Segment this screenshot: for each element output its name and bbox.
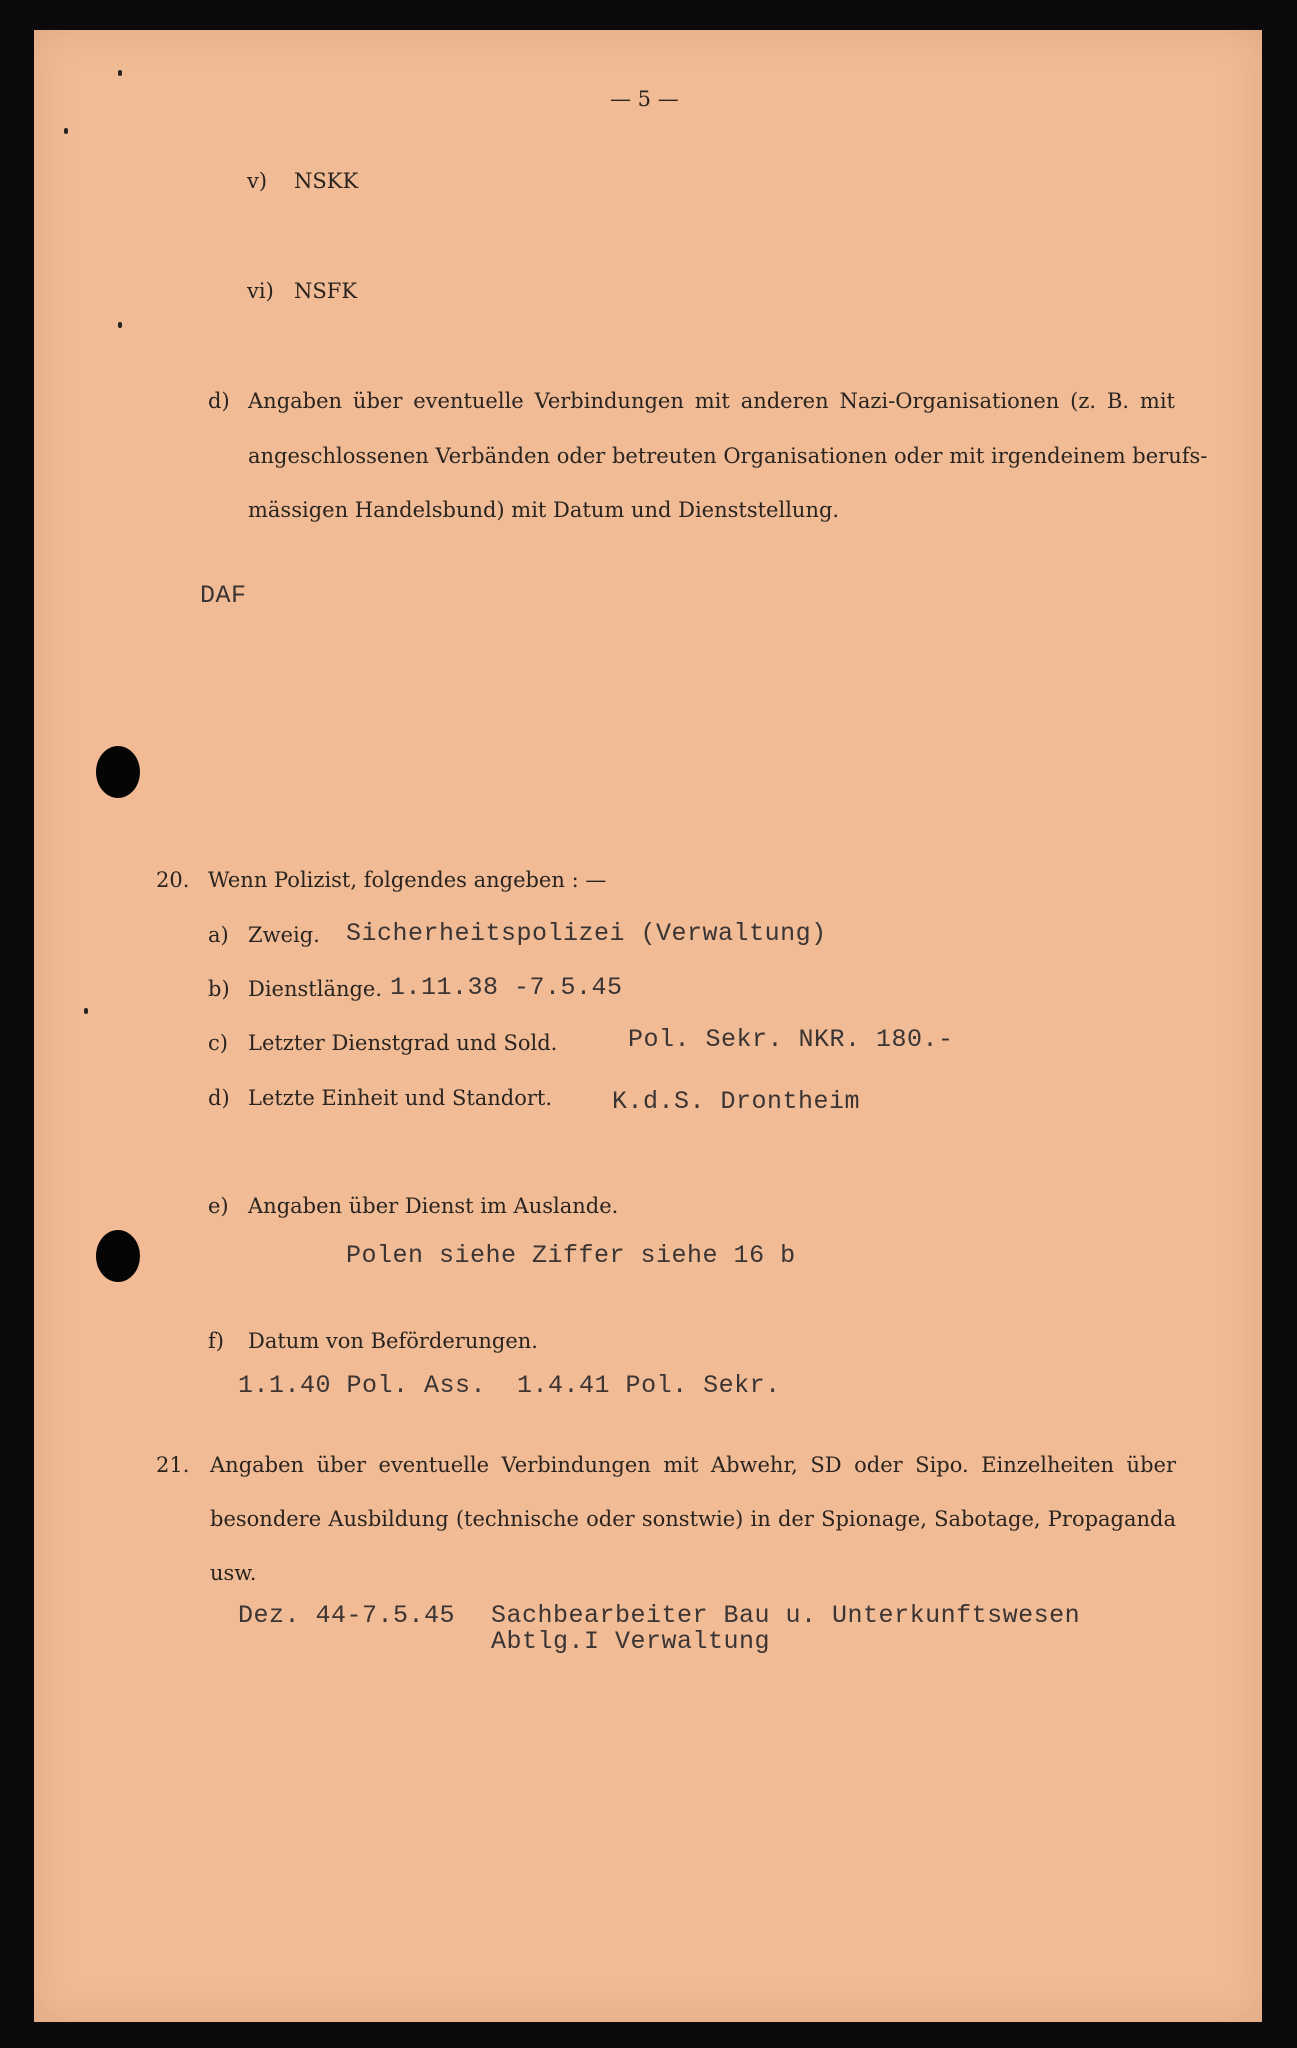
item-vi-label: NSFK — [294, 279, 358, 303]
section-20-number: 20. — [156, 868, 190, 892]
item-d-line-3: mässigen Handelsbund) mit Datum und Dienststellung. — [248, 498, 840, 522]
speck-mark — [64, 128, 68, 134]
section-20-a-label: Zweig. — [248, 923, 320, 947]
section-20-c-marker: c) — [208, 1031, 228, 1055]
section-20-f-answer: 1.1.40 Pol. Ass. 1.4.41 Pol. Sekr. — [238, 1371, 781, 1400]
item-v-label: NSKK — [294, 169, 359, 193]
section-20-c-label: Letzter Dienstgrad und Sold. — [248, 1031, 558, 1055]
section-21-answer-line-1: Sachbearbeiter Bau u. Unterkunftswesen — [491, 1601, 1081, 1630]
section-21-line-3: usw. — [210, 1561, 257, 1585]
section-20-e-label: Angaben über Dienst im Auslande. — [248, 1194, 619, 1218]
speck-mark — [118, 322, 122, 328]
item-v-marker: v) — [247, 169, 268, 193]
item-d-line-1: Angaben über eventuelle Verbindungen mit anderen Nazi-Organisationen (z. B. mit — [248, 389, 1175, 413]
section-20-b-answer: 1.11.38 -7.5.45 — [390, 973, 623, 1002]
section-21-number: 21. — [156, 1453, 190, 1477]
section-20-d-answer: K.d.S. Drontheim — [612, 1087, 861, 1116]
section-20-c-answer: Pol. Sekr. NKR. 180.- — [628, 1025, 954, 1054]
punch-hole-lower — [96, 1230, 140, 1282]
speck-mark — [118, 70, 122, 76]
section-20-d-marker: d) — [208, 1086, 230, 1110]
item-d-answer: DAF — [200, 581, 247, 610]
section-21-line-1: Angaben über eventuelle Verbindungen mit Abwehr, SD oder Sipo. Einzelheiten über — [210, 1453, 1176, 1477]
section-20-b-marker: b) — [208, 977, 230, 1001]
punch-hole-upper — [96, 746, 140, 798]
section-21-answer-date: Dez. 44-7.5.45 — [238, 1601, 456, 1630]
item-vi-marker: vi) — [247, 279, 274, 303]
section-20-heading: Wenn Polizist, folgendes angeben : — — [208, 868, 607, 892]
section-20-a-marker: a) — [208, 923, 229, 947]
page-number: — 5 — — [610, 87, 679, 111]
section-21-answer-line-2: Abtlg.I Verwaltung — [491, 1627, 771, 1656]
section-20-a-answer: Sicherheitspolizei (Verwaltung) — [346, 919, 827, 948]
section-20-f-marker: f) — [208, 1329, 224, 1353]
item-d-marker: d) — [208, 389, 230, 413]
section-20-e-answer: Polen siehe Ziffer siehe 16 b — [346, 1241, 796, 1270]
section-20-f-label: Datum von Beförderungen. — [248, 1329, 538, 1353]
section-21-line-2: besondere Ausbildung (technische oder sonstwie) in der Spionage, Sabotage, Propaganda — [210, 1507, 1176, 1531]
item-d-line-2: angeschlossenen Verbänden oder betreuten Organisationen oder mit irgendeinem berufs- — [248, 444, 1208, 468]
speck-mark — [84, 1008, 88, 1014]
section-20-b-label: Dienstlänge. — [248, 977, 383, 1001]
section-20-e-marker: e) — [208, 1194, 229, 1218]
document-page — [34, 30, 1262, 2022]
section-20-d-label: Letzte Einheit und Standort. — [248, 1086, 553, 1110]
